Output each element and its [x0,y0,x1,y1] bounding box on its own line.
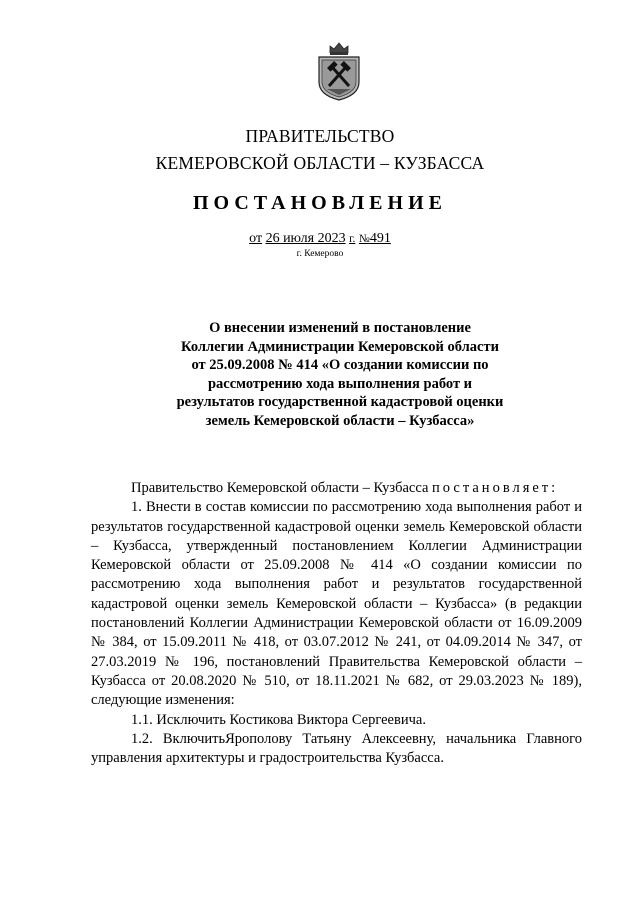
preamble-subject: Правительство Кемеровской области – Кузбасса [131,480,429,496]
item-1-1: 1.1. Исключить Костикова Виктора Сергеевича. [131,711,426,728]
city: г. Кемерово [296,249,344,259]
document-type: ПОСТАНОВЛЕНИЕ [193,192,447,214]
document-date: 26 июля 2023 [265,231,346,246]
coat-of-arms-icon [315,40,363,102]
title-line: Коллегии Администрации Кемеровской области [181,338,499,355]
preamble-verb: постановляет [432,480,552,496]
title-line: рассмотрению хода выполнения работ и [207,375,473,392]
preamble [91,479,582,498]
number-sign: № [358,233,370,245]
item-1: 1. Внести в состав комиссии по рассмотрению хода выполнения работ и результатов государственной кадастровой оценки земель Кемеровской области – Кузбасса, утвержденный постановлением Коллегии Администрации Кемеровской области от 25.09.2008 № 414 «О создании комиссии по рассмотрению хода выполнения работ и результатов государственной кадастровой оценки земель Кемеровской области – Кузбасса» (в редакции постановлений Коллегии Администрации Кемеровской области от 16.09.2009 № 384, от 15.09.2011 № 418, от 03.07.2012 № 241, от 04.09.2014 № 347, от 27.03.2019 № 196, постановлений Правительства Кемеровской области – Кузбасса от 20.08.2020 № 510, от 18.11.2021 № 682, от 29.03.2023 № 189), следующие изменения: [91,499,582,709]
year-suffix: г. [349,233,356,245]
preamble-colon: : [551,480,556,496]
item-1-2: 1.2. ВключитьЯрополову Татьяну Алексеевну, начальника Главного управления архитектуры и градостроительства Кузбасса. [91,730,582,767]
date-number-line [0,231,640,247]
org-name-line1: ПРАВИТЕЛЬСТВО [245,126,395,146]
date-prefix: от [249,231,263,246]
document-body [91,479,582,768]
title-line: результатов государственной кадастровой оценки [176,394,504,411]
title-line: О внесении изменений в постановление [209,320,471,336]
document-number: 491 [369,231,391,246]
title-line: земель Кемеровской области – Кузбасса» [205,412,475,429]
org-name-line2: КЕМЕРОВСКОЙ ОБЛАСТИ – КУЗБАССА [155,153,485,173]
title-line: от 25.09.2008 № 414 «О создании комиссии по [191,357,489,374]
document-title [120,319,560,431]
